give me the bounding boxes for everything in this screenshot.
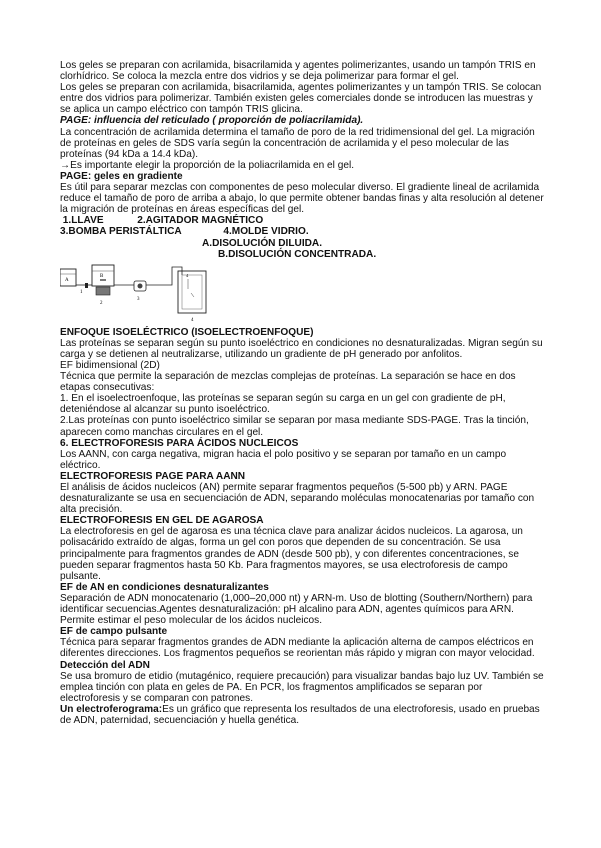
pulsante-text: Técnica para separar fragmentos grandes de ADN mediante la aplicación alterna de campos eléctricos en diferentes direcciones. Los fragmentos pequeños se reorientan más rápido y migran con mayor velocidad. [60, 637, 535, 660]
intro-paragraph-1: Los geles se preparan con acrilamida, bisacrilamida y agentes polimerizantes, usando un tampón TRIS en clorhídrico. Se coloca la mezcla entre dos vidrios y se deja polimerizar para formar el gel. [60, 60, 536, 83]
label-b: B [100, 273, 104, 279]
ef2d-heading: EF bidimensional (2D) [60, 359, 160, 371]
agarosa-heading: ELECTROFORESIS EN GEL DE AGAROSA [60, 515, 264, 527]
label-a: A [65, 277, 69, 283]
electroferograma-term: Un electroferograma: [60, 703, 163, 715]
document-page [60, 60, 545, 726]
intro-paragraph-2: Los geles se preparan con acrilamida, bisacrilamida, agentes polimerizantes y un tampón TRIS. Se colocan entre dos vidrios para polimerizar. También existen geles comerciales donde se introducen las muestras y se aplica un campo eléctrico con tampón TRIS glicina. [60, 82, 542, 116]
desnat-heading: EF de AN en condiciones desnaturalizantes [60, 581, 269, 593]
figure-legend-line-3: A.DISOLUCIÓN DILUIDA. [202, 237, 323, 249]
desnat-text: Separación de ADN monocatenario (1,000–20,000 nt) y ARN-m. Uso de blotting (Southern/Northern) para identificar secuencias.Agentes desnaturalización: pH alcalino para ADN, agentes químicos para ARN. Permite estimar el peso molecular de los ácidos nucleicos. [60, 592, 533, 627]
label-2: 2 [100, 300, 103, 306]
page-aann-heading: ELECTROFORESIS PAGE PARA AANN [60, 470, 246, 482]
mould-mark-label: 4 [186, 272, 189, 278]
deteccion-heading: Detección del ADN [60, 659, 150, 671]
acidos-text: Los AANN, con carga negativa, migran hacia el polo positivo y se separan por tamaño en un campo eléctrico. [60, 448, 507, 471]
isoelectro-heading: ENFOQUE ISOELÉCTRICO (ISOELECTROENFOQUE) [60, 326, 314, 338]
figure-legend-line-2: 3.BOMBA PERISTÁLTICA 4.MOLDE VIDRIO. [60, 226, 309, 238]
figure-legend-line-4: B.DISOLUCIÓN CONCENTRADA. [218, 248, 377, 260]
pulsante-heading: EF de campo pulsante [60, 626, 168, 638]
ef2d-step-2: 2.Las proteínas con punto isoeléctrico similar se separan por masa mediante SDS-PAGE. Tras la tinción, aparecen como manchas circulares en el gel. [60, 415, 529, 438]
label-4: 4 [191, 317, 194, 323]
label-1: 1 [80, 289, 83, 295]
mould-mark-2 [191, 293, 194, 297]
valve [85, 283, 88, 288]
gradiente-text: Es útil para separar mezclas con componentes de peso molecular diverso. El gradiente lineal de acrilamida reduce el tamaño de poro de arriba a abajo, lo que permite obtener bandas finas y alta resolución al detener la migración de proteínas en áreas específicas del gel. [60, 182, 544, 216]
mould-inner [182, 272, 202, 309]
page-aann-text: El análisis de ácidos nucleicos (AN) permite separar fragmentos pequeños (5-500 pb) y ARN. PAGE desnaturalizante se usa en secuenciación de ADN, separando moléculas monocatenarias por tamaño con alta precisión. [60, 482, 535, 516]
reticulado-note: →Es importante elegir la proporción de la poliacrilamida en el gel. [60, 159, 354, 171]
ef2d-text: Técnica que permite la separación de mezclas complejas de proteínas. La separación se hace en dos etapas consecutivas: [60, 371, 516, 394]
reticulado-heading: PAGE: influencia del reticulado ( proporción de poliacrilamida). [60, 115, 364, 127]
figure-legend [60, 215, 545, 259]
acidos-heading: 6. ELECTROFORESIS PARA ÁCIDOS NUCLEICOS [60, 437, 299, 449]
agarosa-text: La electroforesis en gel de agarosa es una técnica clave para analizar ácidos nucleicos. La agarosa, un polisacárido extraído de algas, forma un gel con poros que dependen de su concentración. Se usa principalmente para fragmentos grandes de ADN (desde 500 pb), y con diferentes concentraciones, se pueden separar fragmentos hasta 50 Kb. Para fragmentos mayores, se usa electroforesis de campo pulsante. [60, 526, 523, 582]
pump-rotor [138, 283, 143, 288]
deteccion-text: Se usa bromuro de etidio (mutagénico, requiere precaución) para visualizar bandas bajo luz UV. También se emplea tinción con plata en geles de PA. En PCR, los fragmentos amplificados se separan por electroforesis y se comparan con patrones. [60, 670, 544, 704]
gradiente-heading: PAGE: geles en gradiente [60, 170, 183, 182]
magnetic-stirrer [96, 287, 110, 295]
ef2d-step-1: 1. En el isoelectroenfoque, las proteínas se separan según su carga en un gel con gradiente de pH, deteniéndose al alcanzar su punto isoeléctrico. [60, 393, 506, 416]
gradient-mixer-diagram [60, 263, 220, 325]
reticulado-text: La concentración de acrilamida determina el tamaño de poro de la red tridimensional del gel. La migración de proteínas en geles de SDS varía según la concentración de acrilamida y el peso molecular de las proteínas (94 kDa a 14.4 kDa). [60, 126, 535, 160]
electroferograma-paragraph [60, 704, 545, 726]
label-3: 3 [137, 296, 140, 302]
electroferograma-text: Es un gráfico que representa los resultados de una electroforesis, usado en pruebas de ADN, paternidad, secuenciación y huella genética. [60, 703, 540, 726]
isoelectro-text: Las proteínas se separan según su punto isoeléctrico en condiciones no desnaturalizadas. Migran según su carga y se detienen al neutralizarse, utilizando un gradiente de pH generado por anfolitos. [60, 337, 543, 360]
figure-legend-line-1: 1.LLAVE 2.AGITADOR MAGNÉTICO [60, 215, 264, 227]
